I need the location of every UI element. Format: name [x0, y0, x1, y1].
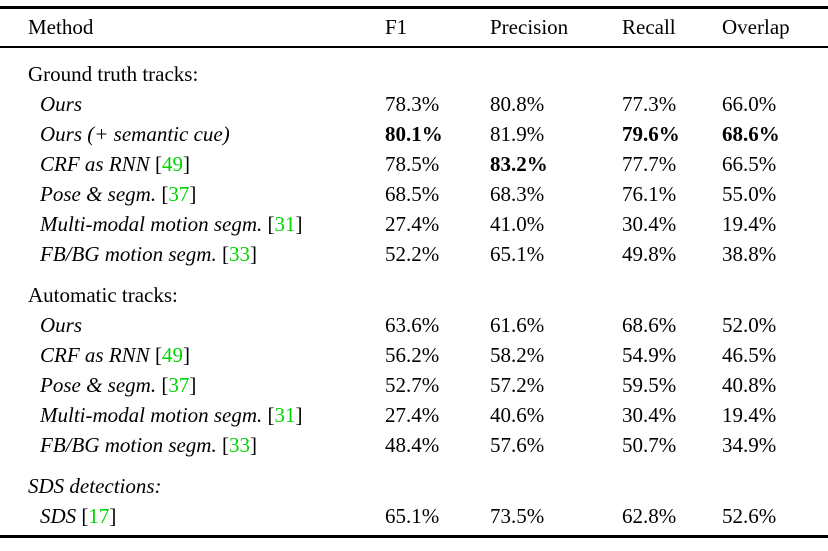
citation-open-bracket: [	[267, 402, 275, 427]
section-header-row	[0, 269, 828, 310]
value-cell-overlap: 66.5%	[722, 151, 777, 176]
table-row	[0, 370, 828, 400]
citation-open-bracket: [	[161, 181, 169, 206]
value-cell-overlap: 55.0%	[722, 181, 777, 206]
method-cell	[0, 89, 385, 119]
col-header-f1: F1	[385, 15, 408, 39]
citation-link[interactable]: 37	[168, 181, 190, 206]
col-header-recall: Recall	[622, 15, 676, 39]
value-cell-recall: 76.1%	[622, 181, 677, 206]
method-name: Pose & segm.	[40, 181, 157, 206]
method-name: SDS	[40, 503, 77, 528]
value-cell-f1: 78.3%	[385, 91, 440, 116]
method-name: Ours (+ semantic cue)	[40, 121, 230, 146]
table-row	[0, 149, 828, 179]
method-cell	[0, 340, 385, 370]
value-cell-f1: 56.2%	[385, 342, 440, 367]
citation-close-bracket: ]	[189, 181, 197, 206]
citation-link[interactable]: 37	[168, 372, 190, 397]
value-cell-overlap: 52.6%	[722, 503, 777, 528]
citation-link[interactable]: 31	[274, 211, 296, 236]
value-cell-f1: 63.6%	[385, 312, 440, 337]
citation-close-bracket: ]	[182, 151, 190, 176]
value-cell-overlap: 40.8%	[722, 372, 777, 397]
value-cell-f1: 48.4%	[385, 432, 440, 457]
value-cell-f1: 52.7%	[385, 372, 440, 397]
results-table	[0, 9, 828, 531]
value-cell-precision: 57.6%	[490, 432, 545, 457]
value-cell-recall: 62.8%	[622, 503, 677, 528]
citation-open-bracket: [	[221, 432, 229, 457]
citation-open-bracket: [	[154, 151, 162, 176]
citation-open-bracket: [	[267, 211, 275, 236]
value-cell-f1: 52.2%	[385, 241, 440, 266]
value-cell-f1: 27.4%	[385, 211, 440, 236]
value-cell-precision: 73.5%	[490, 503, 545, 528]
table-row	[0, 179, 828, 209]
citation-link[interactable]: 49	[161, 342, 183, 367]
col-header-overlap: Overlap	[722, 15, 790, 39]
table-row	[0, 89, 828, 119]
method-name: FB/BG motion segm.	[40, 241, 217, 266]
table-row	[0, 209, 828, 239]
method-cell	[0, 119, 385, 149]
method-name: Ours	[40, 91, 83, 116]
value-cell-f1: 65.1%	[385, 503, 440, 528]
value-cell-overlap: 46.5%	[722, 342, 777, 367]
table-row	[0, 501, 828, 531]
citation-open-bracket: [	[81, 503, 89, 528]
value-cell-recall: 54.9%	[622, 342, 677, 367]
value-cell-recall: 77.7%	[622, 151, 677, 176]
method-name: Ours	[40, 312, 83, 337]
value-cell-f1: 78.5%	[385, 151, 440, 176]
method-cell	[0, 370, 385, 400]
value-cell-precision: 40.6%	[490, 402, 545, 427]
value-cell-precision: 68.3%	[490, 181, 545, 206]
method-name: Pose & segm.	[40, 372, 157, 397]
method-cell	[0, 501, 385, 531]
method-name: FB/BG motion segm.	[40, 432, 217, 457]
value-cell-overlap: 52.0%	[722, 312, 777, 337]
value-cell-f1: 27.4%	[385, 402, 440, 427]
citation-open-bracket: [	[221, 241, 229, 266]
value-cell-overlap: 34.9%	[722, 432, 777, 457]
value-cell-recall: 79.6%	[622, 121, 680, 146]
value-cell-recall: 50.7%	[622, 432, 677, 457]
table-row	[0, 239, 828, 269]
value-cell-recall: 49.8%	[622, 241, 677, 266]
value-cell-precision: 58.2%	[490, 342, 545, 367]
value-cell-precision: 80.8%	[490, 91, 545, 116]
section-header-row	[0, 47, 828, 89]
value-cell-overlap: 19.4%	[722, 402, 777, 427]
citation-close-bracket: ]	[295, 402, 303, 427]
method-name: CRF as RNN	[40, 342, 150, 367]
citation-link[interactable]: 31	[274, 402, 296, 427]
col-header-method: Method	[28, 15, 94, 39]
value-cell-precision: 81.9%	[490, 121, 545, 146]
section-header: Ground truth tracks:	[28, 61, 199, 86]
method-cell	[0, 310, 385, 340]
method-cell	[0, 400, 385, 430]
value-cell-recall: 77.3%	[622, 91, 677, 116]
section-header: Automatic tracks:	[28, 282, 178, 307]
table-row	[0, 310, 828, 340]
citation-close-bracket: ]	[249, 241, 257, 266]
value-cell-precision: 57.2%	[490, 372, 545, 397]
value-cell-precision: 83.2%	[490, 151, 548, 176]
method-cell	[0, 179, 385, 209]
value-cell-overlap: 68.6%	[722, 121, 780, 146]
method-cell	[0, 149, 385, 179]
value-cell-overlap: 19.4%	[722, 211, 777, 236]
value-cell-precision: 61.6%	[490, 312, 545, 337]
citation-link[interactable]: 17	[88, 503, 110, 528]
method-name: CRF as RNN	[40, 151, 150, 176]
value-cell-recall: 30.4%	[622, 211, 677, 236]
citation-link[interactable]: 33	[228, 241, 250, 266]
header-row	[0, 9, 828, 47]
value-cell-f1: 80.1%	[385, 121, 443, 146]
value-cell-recall: 59.5%	[622, 372, 677, 397]
citation-close-bracket: ]	[109, 503, 117, 528]
table-row	[0, 400, 828, 430]
citation-open-bracket: [	[154, 342, 162, 367]
citation-link[interactable]: 33	[228, 432, 250, 457]
citation-close-bracket: ]	[295, 211, 303, 236]
value-cell-f1: 68.5%	[385, 181, 440, 206]
citation-close-bracket: ]	[182, 342, 190, 367]
method-cell	[0, 209, 385, 239]
citation-link[interactable]: 49	[161, 151, 183, 176]
value-cell-overlap: 38.8%	[722, 241, 777, 266]
method-cell	[0, 239, 385, 269]
value-cell-recall: 68.6%	[622, 312, 677, 337]
citation-close-bracket: ]	[189, 372, 197, 397]
table-bottom-rule	[0, 535, 828, 538]
value-cell-recall: 30.4%	[622, 402, 677, 427]
value-cell-precision: 65.1%	[490, 241, 545, 266]
table-row	[0, 119, 828, 149]
section-header-row	[0, 460, 828, 501]
section-header: SDS detections:	[28, 473, 162, 498]
table-row	[0, 340, 828, 370]
value-cell-precision: 41.0%	[490, 211, 545, 236]
citation-close-bracket: ]	[249, 432, 257, 457]
method-name: Multi-modal motion segm.	[40, 402, 263, 427]
col-header-precision: Precision	[490, 15, 569, 39]
citation-open-bracket: [	[161, 372, 169, 397]
table-row	[0, 430, 828, 460]
value-cell-overlap: 66.0%	[722, 91, 777, 116]
method-cell	[0, 430, 385, 460]
method-name: Multi-modal motion segm.	[40, 211, 263, 236]
